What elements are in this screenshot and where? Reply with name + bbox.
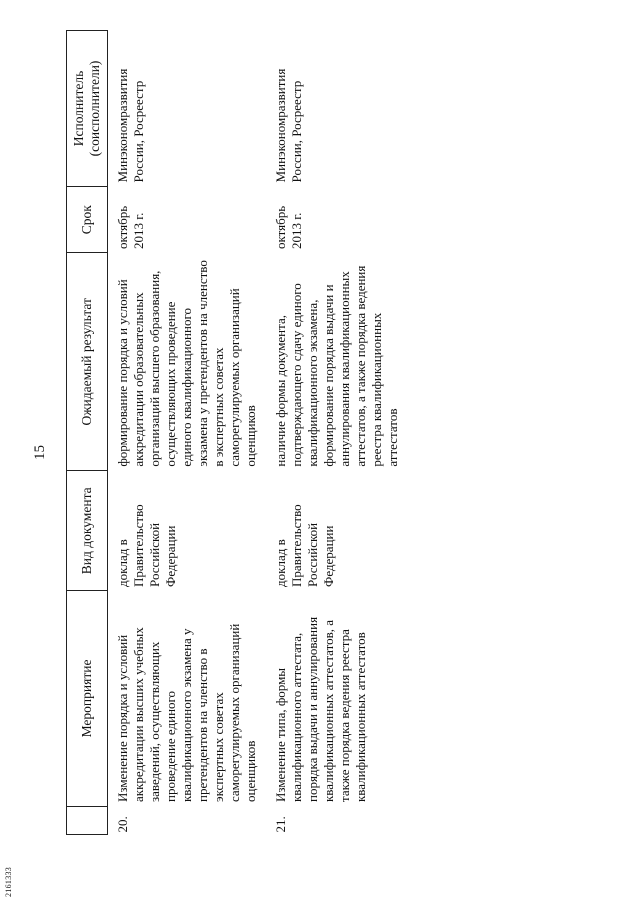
row-deadline: октябрь 2013 г. bbox=[115, 205, 146, 249]
table-row bbox=[259, 31, 401, 835]
row-doc-type: доклад в Правительство Российской Федерации bbox=[273, 504, 336, 587]
table-row bbox=[108, 31, 260, 835]
row-executor: Минэкономразвития России, Росреестр bbox=[115, 68, 146, 183]
document-code: 2161333 bbox=[4, 866, 13, 897]
header-activity: Мероприятие bbox=[67, 591, 108, 806]
measures-table bbox=[66, 30, 401, 835]
header-expected-result: Ожидаемый результат bbox=[67, 253, 108, 471]
header-executor: Исполнитель (соисполнители) bbox=[67, 31, 108, 187]
header-number bbox=[67, 806, 108, 834]
row-expected-result: наличие формы документа, подтверждающего сдачу единого квалификационного экзамена, формирование порядка выдачи и аннулирования квалификационных аттестатов, а также порядка ведения реестра квалификационных аттестатов bbox=[273, 265, 400, 467]
row-number: 20. bbox=[115, 816, 130, 833]
row-activity: Изменение типа, формы квалификационного аттестата, порядка выдачи и аннулирования квалификационных аттестатов, а также порядка ведения реестра квалификационных аттестатов bbox=[273, 616, 368, 803]
row-activity: Изменение порядка и условий аккредитации высших учебных заведений, осуществляющих проведение единого квалификационного экзамена у претендентов на членство в экспертных советах саморегулируемых организаций оценщиков bbox=[115, 623, 258, 803]
row-executor: Минэкономразвития России, Росреестр bbox=[273, 68, 304, 183]
row-deadline: октябрь 2013 г. bbox=[273, 205, 304, 249]
row-expected-result: формирование порядка и условий аккредитации образовательных организаций высшего образования, осуществляющих проведение единого квалификационного экзамена у претендентов на членство в экспертных советах саморегулируемых организаций оценщиков bbox=[115, 260, 258, 467]
row-number: 21. bbox=[273, 816, 288, 833]
header-deadline: Срок bbox=[67, 186, 108, 253]
header-doc-type: Вид документа bbox=[67, 471, 108, 591]
row-doc-type: доклад в Правительство Российской Федерации bbox=[115, 504, 178, 587]
page-number: 15 bbox=[32, 445, 48, 460]
table-header-row bbox=[67, 31, 108, 835]
